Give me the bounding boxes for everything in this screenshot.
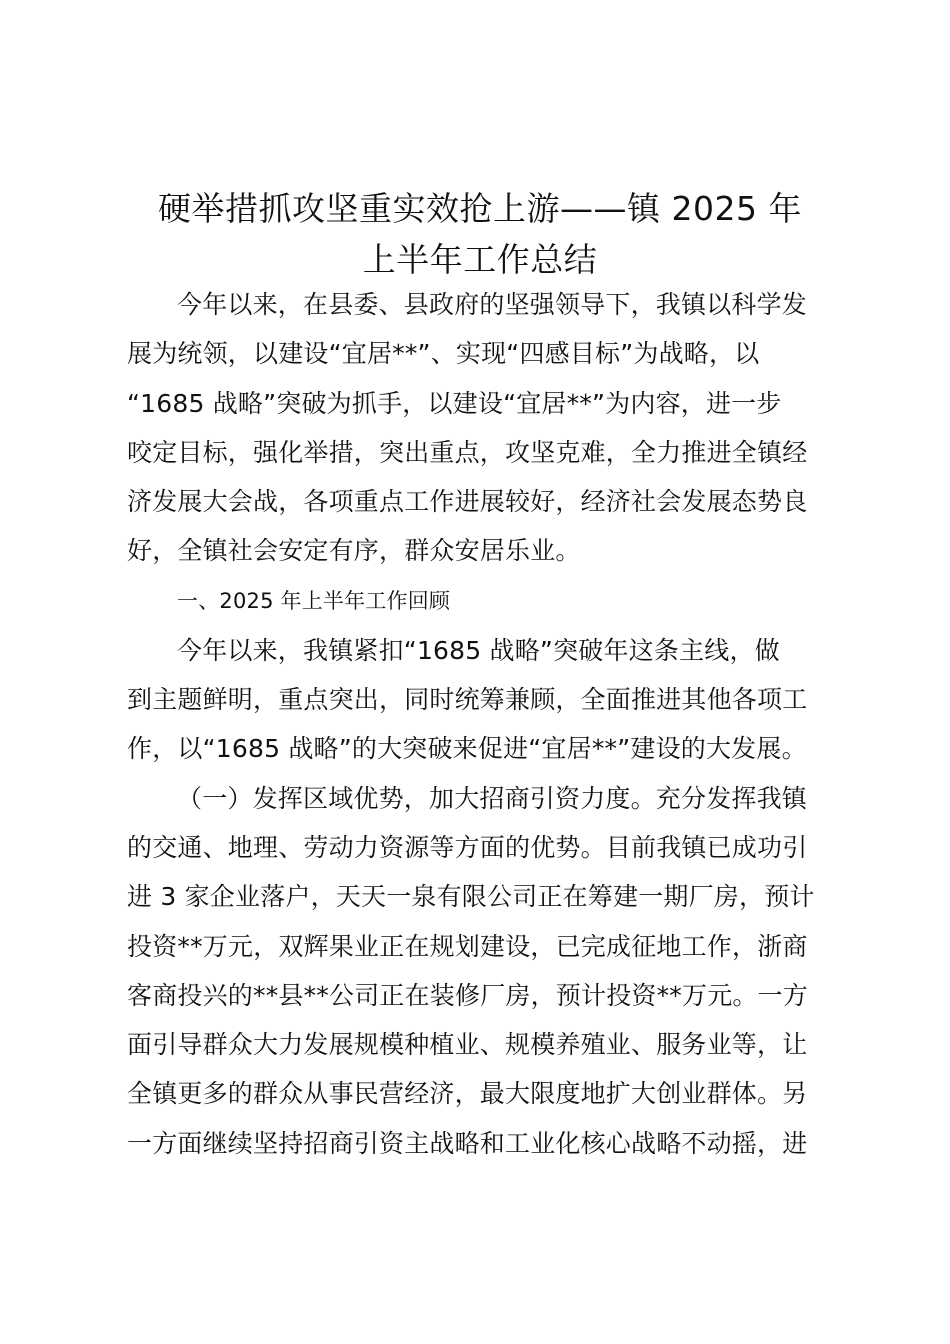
title-line-2: 上半年工作总结 (362, 240, 598, 279)
paragraph-3-line-3: 进 3 家企业落户，天天一泉有限公司正在筹建一期厂房，预计 (127, 882, 815, 912)
paragraph-1-line-6: 好，全镇社会安定有序，群众安居乐业。 (127, 536, 581, 566)
paragraph-2-line-1: 今年以来，我镇紧扣“1685 战略”突破年这条主线，做 (177, 635, 780, 665)
paragraph-2-line-2: 到主题鲜明，重点突出，同时统筹兼顾，全面推进其他各项工 (127, 685, 808, 715)
paragraph-3-line-2: 的交通、地理、劳动力资源等方面的优势。目前我镇已成功引 (127, 832, 808, 862)
paragraph-3-line-6: 面引导群众大力发展规模种植业、规模养殖业、服务业等，让 (127, 1030, 808, 1060)
paragraph-1-line-3: “1685 战略”突破为抓手，以建设“宜居**”为内容，进一步 (127, 388, 782, 418)
paragraph-1-line-1: 今年以来，在县委、县政府的坚强领导下，我镇以科学发 (177, 290, 808, 319)
paragraph-3-line-5: 客商投兴的**县**公司正在装修厂房，预计投资**万元。一方 (127, 980, 809, 1010)
document-title (100, 183, 860, 285)
paragraph-2-line-3: 作，以“1685 战略”的大突破来促进“宜居**”建设的大发展。 (127, 734, 807, 764)
title-line-1: 硬举措抓攻坚重实效抢上游——镇 2025 年 (158, 189, 802, 228)
paragraph-3-line-1: （一）发挥区域优势，加大招商引资力度。充分发挥我镇 (177, 783, 808, 813)
paragraph-1-line-4: 咬定目标，强化举措，突出重点，攻坚克难，全力推进全镇经 (127, 437, 808, 467)
paragraph-3-line-4: 投资**万元，双辉果业正在规划建设，已完成征地工作，浙商 (127, 931, 808, 961)
paragraph-3-line-7: 全镇更多的群众从事民营经济，最大限度地扩大创业群体。另 (127, 1079, 808, 1109)
paragraph-1-line-5: 济发展大会战，各项重点工作进展较好，经济社会发展态势良 (127, 487, 808, 517)
section-heading-1: 一、2025 年上半年工作回顾 (177, 588, 451, 613)
document-body (127, 285, 837, 1173)
paragraph-3-line-8: 一方面继续坚持招商引资主战略和工业化核心战略不动摇，进 (127, 1128, 808, 1158)
paragraph-1-line-2: 展为统领，以建设“宜居**”、实现“四感目标”为战略，以 (127, 339, 760, 369)
